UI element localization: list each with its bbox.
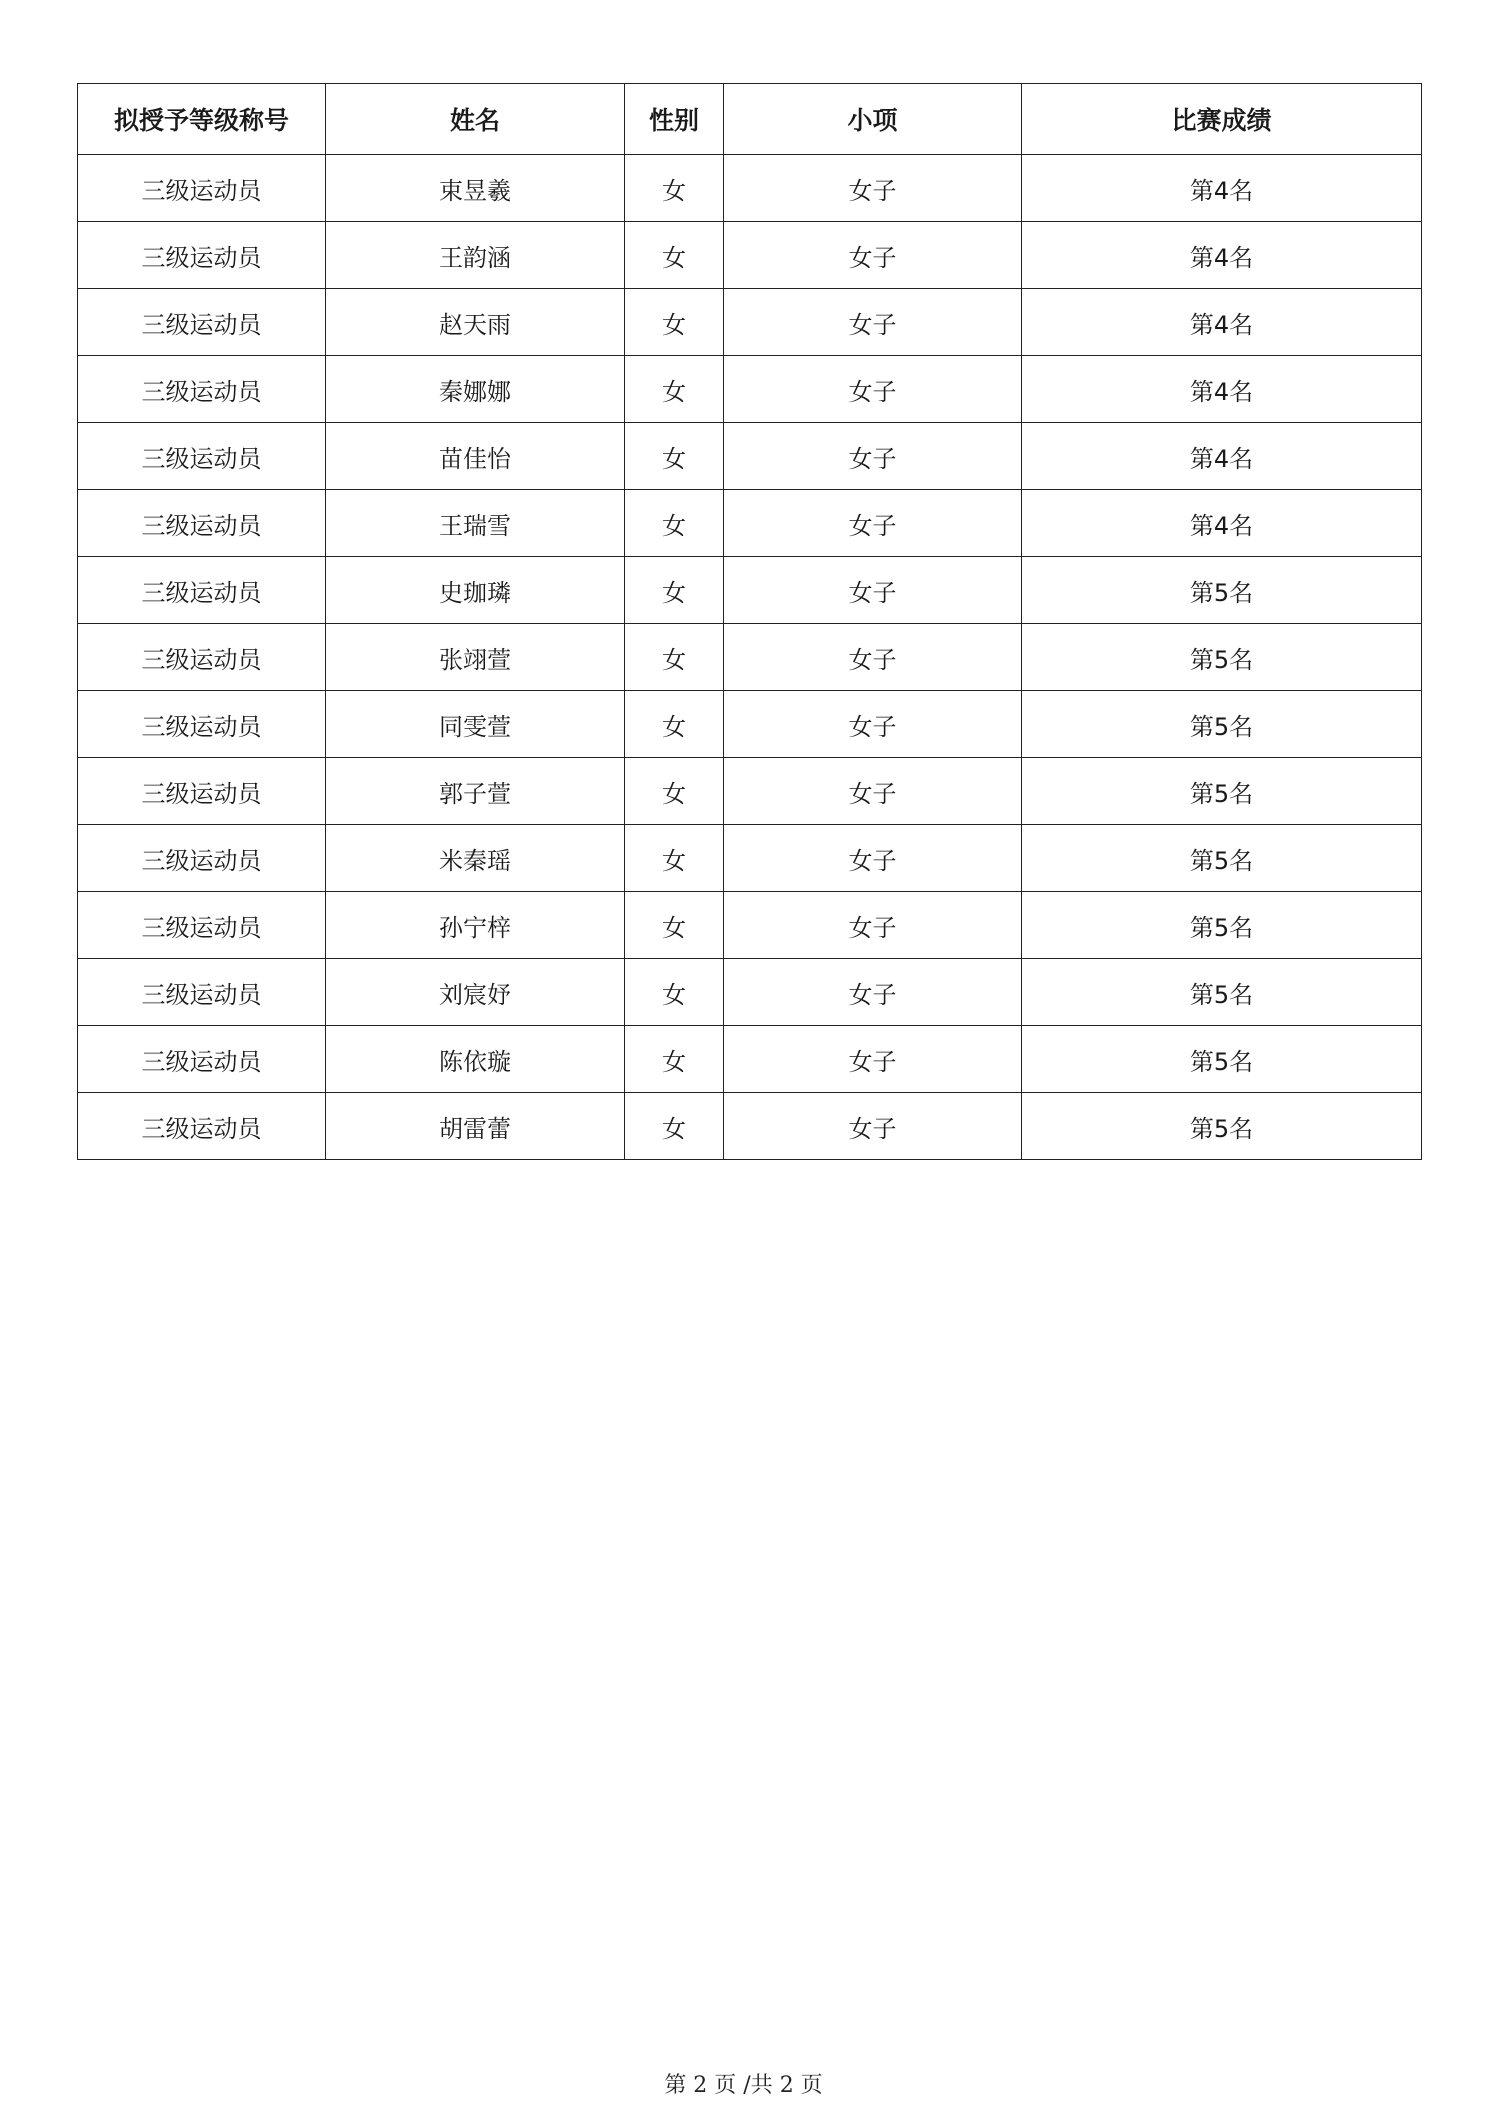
cell-name: 王瑞雪 — [326, 490, 625, 557]
cell-name: 秦娜娜 — [326, 356, 625, 423]
cell-gender: 女 — [625, 825, 724, 892]
table-row — [78, 825, 1422, 892]
cell-gender: 女 — [625, 356, 724, 423]
cell-name: 束昱羲 — [326, 155, 625, 222]
header-result: 比赛成绩 — [1022, 84, 1422, 155]
cell-grade-title: 三级运动员 — [78, 222, 326, 289]
cell-event: 女子 — [724, 490, 1022, 557]
table-row — [78, 155, 1422, 222]
cell-gender: 女 — [625, 423, 724, 490]
cell-name: 胡雷蕾 — [326, 1093, 625, 1160]
cell-event: 女子 — [724, 289, 1022, 356]
table-row — [78, 289, 1422, 356]
cell-event: 女子 — [724, 423, 1022, 490]
cell-result: 第5名 — [1022, 825, 1422, 892]
cell-result: 第4名 — [1022, 423, 1422, 490]
table-row — [78, 490, 1422, 557]
cell-gender: 女 — [625, 1093, 724, 1160]
cell-result: 第4名 — [1022, 155, 1422, 222]
cell-grade-title: 三级运动员 — [78, 423, 326, 490]
cell-event: 女子 — [724, 892, 1022, 959]
cell-name: 赵天雨 — [326, 289, 625, 356]
cell-grade-title: 三级运动员 — [78, 624, 326, 691]
athlete-grade-table — [77, 83, 1422, 1160]
cell-name: 米秦瑶 — [326, 825, 625, 892]
cell-gender: 女 — [625, 557, 724, 624]
cell-grade-title: 三级运动员 — [78, 892, 326, 959]
cell-result: 第5名 — [1022, 959, 1422, 1026]
cell-grade-title: 三级运动员 — [78, 356, 326, 423]
header-name: 姓名 — [326, 84, 625, 155]
cell-grade-title: 三级运动员 — [78, 289, 326, 356]
cell-gender: 女 — [625, 155, 724, 222]
cell-result: 第4名 — [1022, 289, 1422, 356]
cell-result: 第4名 — [1022, 222, 1422, 289]
header-grade-title: 拟授予等级称号 — [78, 84, 326, 155]
table-row — [78, 222, 1422, 289]
cell-grade-title: 三级运动员 — [78, 758, 326, 825]
cell-event: 女子 — [724, 557, 1022, 624]
cell-event: 女子 — [724, 1026, 1022, 1093]
table-header — [78, 84, 1422, 155]
table-row — [78, 557, 1422, 624]
cell-name: 苗佳怡 — [326, 423, 625, 490]
cell-grade-title: 三级运动员 — [78, 825, 326, 892]
table-row — [78, 758, 1422, 825]
table-row — [78, 691, 1422, 758]
cell-event: 女子 — [724, 155, 1022, 222]
cell-result: 第5名 — [1022, 624, 1422, 691]
cell-event: 女子 — [724, 959, 1022, 1026]
cell-gender: 女 — [625, 624, 724, 691]
cell-name: 刘宸妤 — [326, 959, 625, 1026]
cell-grade-title: 三级运动员 — [78, 1026, 326, 1093]
table-row — [78, 1093, 1422, 1160]
cell-gender: 女 — [625, 490, 724, 557]
cell-event: 女子 — [724, 691, 1022, 758]
cell-grade-title: 三级运动员 — [78, 959, 326, 1026]
cell-result: 第5名 — [1022, 892, 1422, 959]
cell-name: 王韵涵 — [326, 222, 625, 289]
cell-gender: 女 — [625, 758, 724, 825]
table-row — [78, 423, 1422, 490]
cell-name: 同雯萱 — [326, 691, 625, 758]
cell-gender: 女 — [625, 289, 724, 356]
cell-event: 女子 — [724, 624, 1022, 691]
cell-grade-title: 三级运动员 — [78, 557, 326, 624]
cell-result: 第5名 — [1022, 691, 1422, 758]
cell-name: 孙宁梓 — [326, 892, 625, 959]
cell-name: 史珈璘 — [326, 557, 625, 624]
header-row — [78, 84, 1422, 155]
cell-event: 女子 — [724, 356, 1022, 423]
cell-gender: 女 — [625, 691, 724, 758]
cell-result: 第5名 — [1022, 1093, 1422, 1160]
table-row — [78, 356, 1422, 423]
header-event: 小项 — [724, 84, 1022, 155]
cell-grade-title: 三级运动员 — [78, 691, 326, 758]
table-body — [78, 155, 1422, 1160]
cell-gender: 女 — [625, 959, 724, 1026]
cell-result: 第5名 — [1022, 758, 1422, 825]
cell-result: 第5名 — [1022, 557, 1422, 624]
cell-grade-title: 三级运动员 — [78, 155, 326, 222]
cell-event: 女子 — [724, 1093, 1022, 1160]
cell-event: 女子 — [724, 758, 1022, 825]
table-row — [78, 959, 1422, 1026]
cell-gender: 女 — [625, 222, 724, 289]
cell-name: 张翊萱 — [326, 624, 625, 691]
cell-grade-title: 三级运动员 — [78, 1093, 326, 1160]
table-row — [78, 624, 1422, 691]
cell-event: 女子 — [724, 825, 1022, 892]
table-row — [78, 1026, 1422, 1093]
cell-result: 第5名 — [1022, 1026, 1422, 1093]
cell-gender: 女 — [625, 892, 724, 959]
cell-name: 陈依璇 — [326, 1026, 625, 1093]
cell-result: 第4名 — [1022, 356, 1422, 423]
page-number: 第 2 页 /共 2 页 — [664, 2073, 823, 2098]
cell-event: 女子 — [724, 222, 1022, 289]
header-gender: 性别 — [625, 84, 724, 155]
cell-gender: 女 — [625, 1026, 724, 1093]
cell-name: 郭子萱 — [326, 758, 625, 825]
cell-grade-title: 三级运动员 — [78, 490, 326, 557]
cell-result: 第4名 — [1022, 490, 1422, 557]
table-row — [78, 892, 1422, 959]
